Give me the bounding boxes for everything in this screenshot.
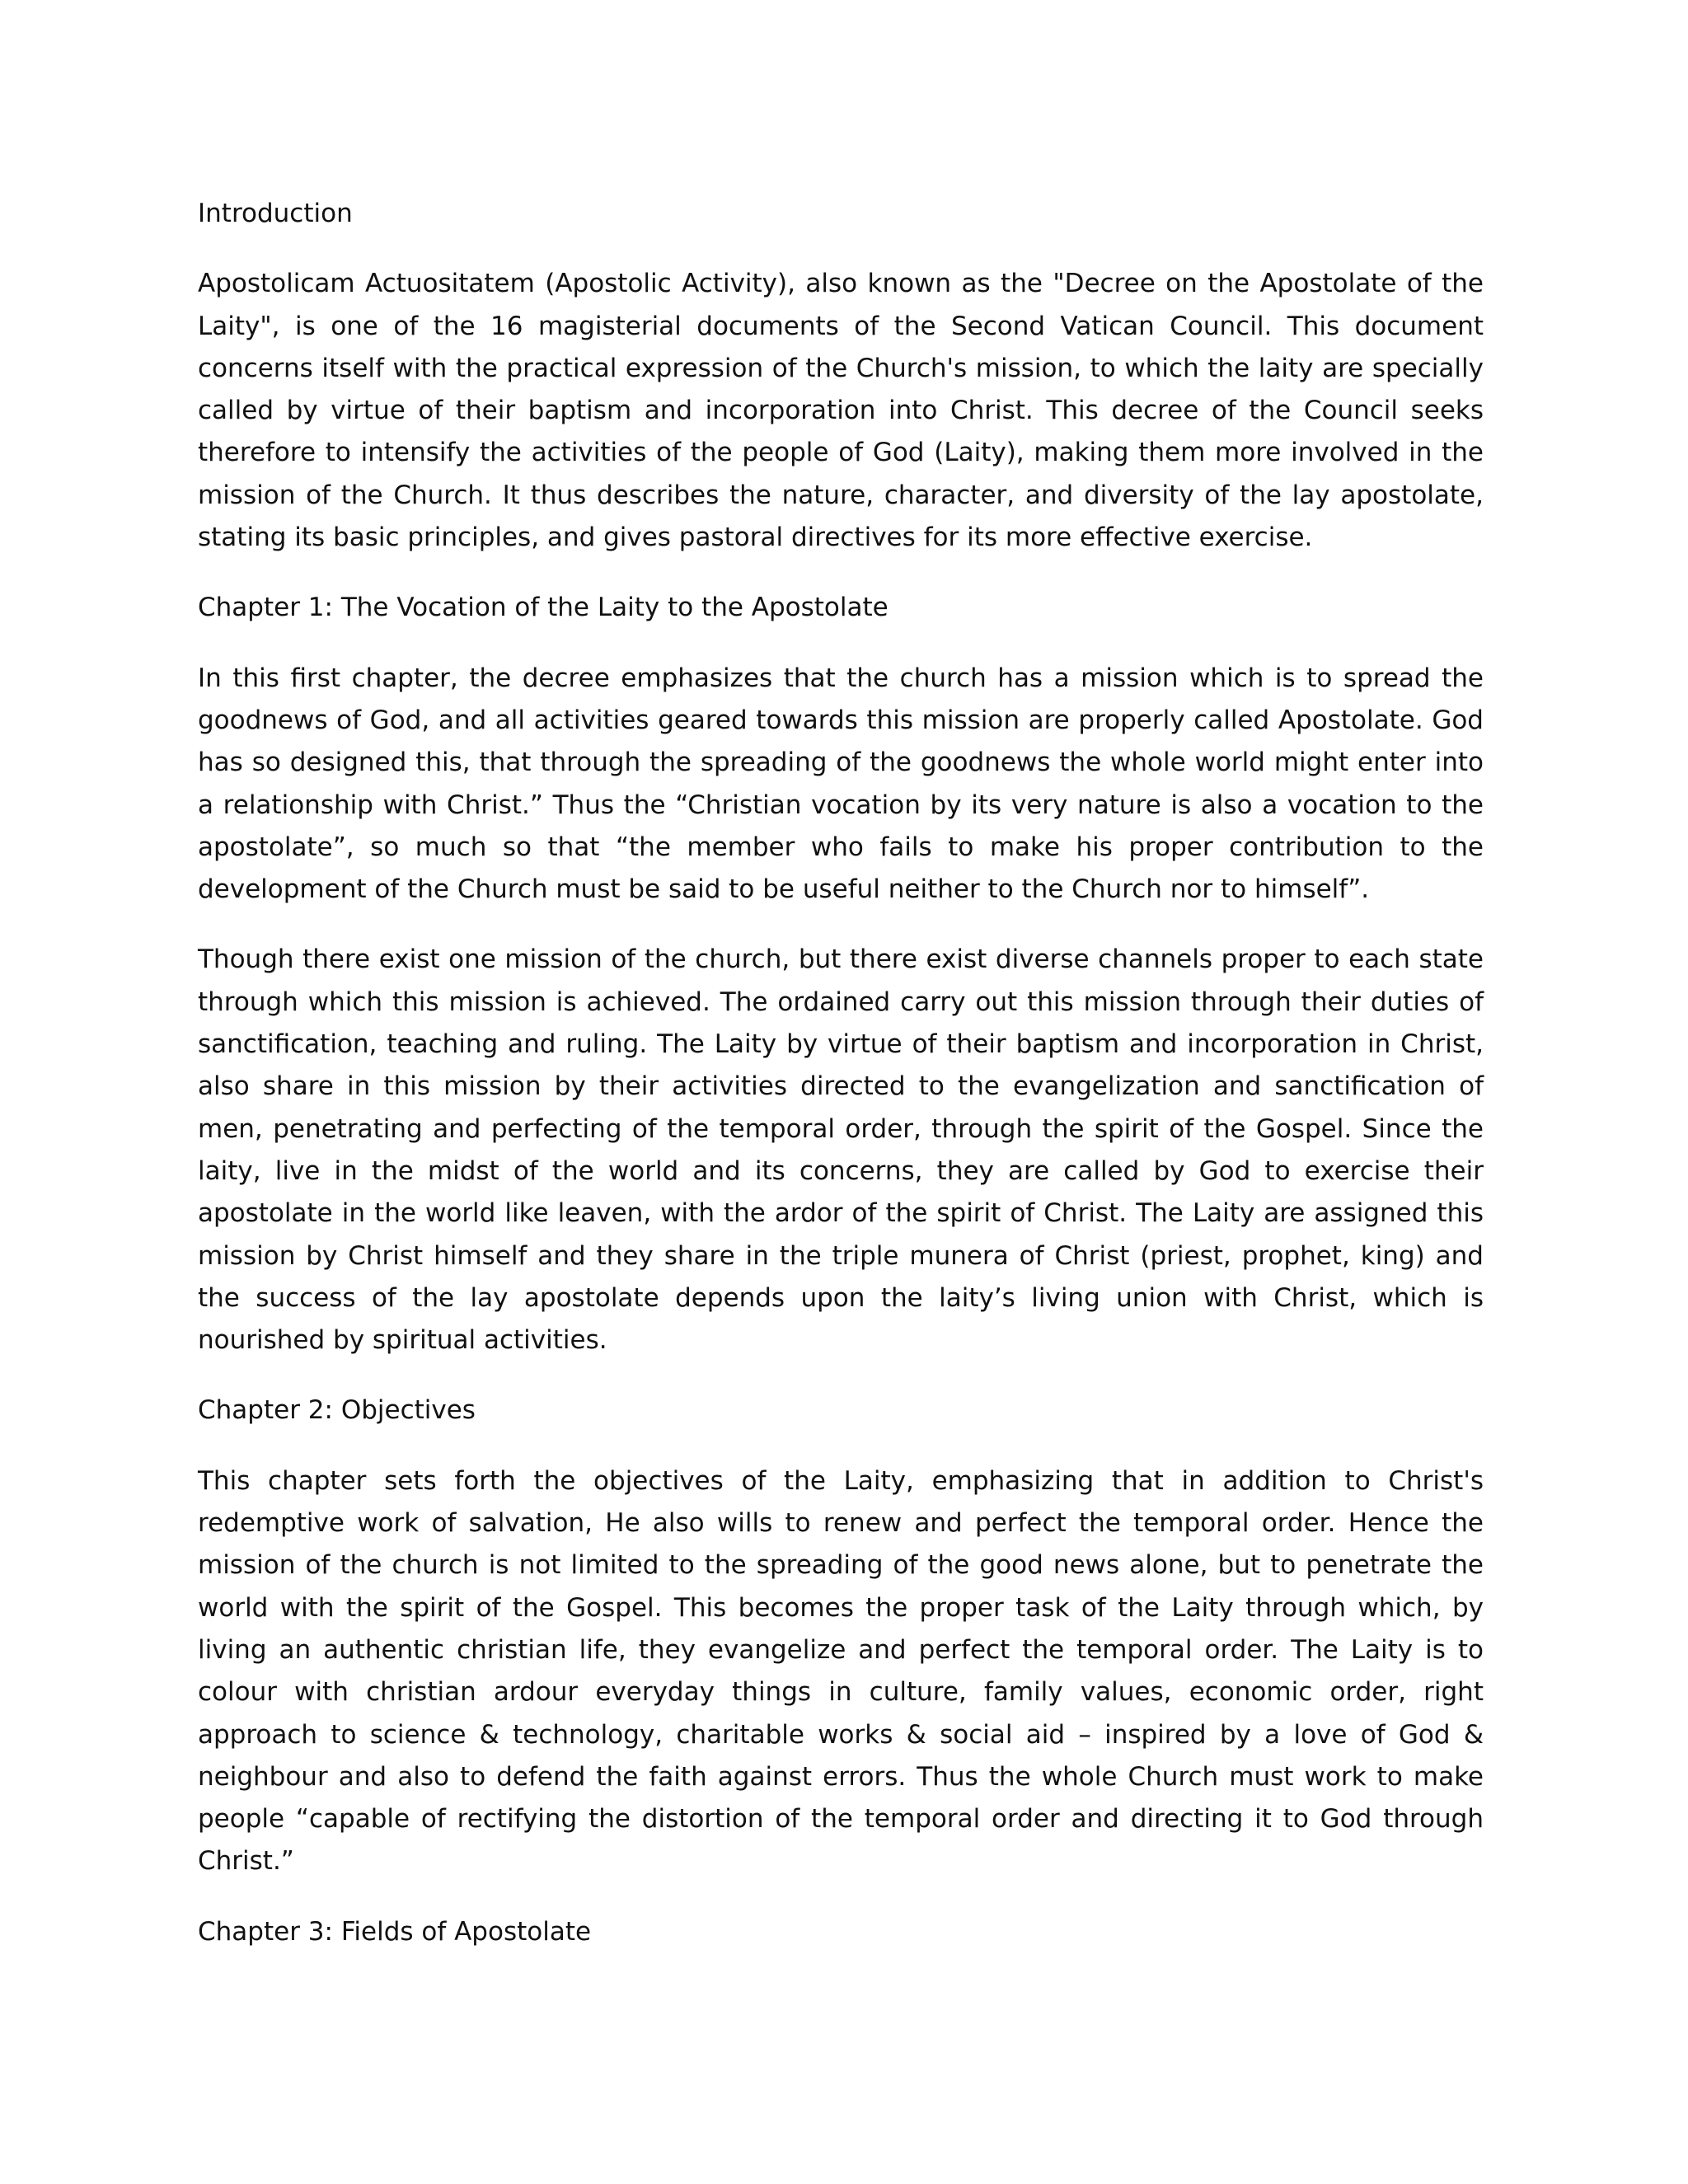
paragraph-chapter-1-a: In this first chapter, the decree emphasizes that the church has a mission which is to spread the goodnews of God, and all activities geared towards this mission are properly called Apostolate. God has so designed this, that through the spreading of the goodnews the whole world might enter into a relationship with Christ.” Thus the “Christian vocation by its very nature is also a vocation to the apostolate”, so much so that “the member who fails to make his proper contribution to the development of the Church must be said to be useful neither to the Church nor to himself”. [198,663,1484,905]
paragraph-chapter-1-b: Though there exist one mission of the church, but there exist diverse channels proper to each state through which this mission is achieved. The ordained carry out this mission through their duties of sanctification, teaching and ruling. The Laity by virtue of their baptism and incorporation in Christ, also share in this mission by their activities directed to the evangelization and sanctification of men, penetrating and perfecting of the temporal order, through the spirit of the Gospel. Since the laity, live in the midst of the world and its concerns, they are called by God to exercise their apostolate in the world like leaven, with the ardor of the spirit of Christ. The Laity are assigned this mission by Christ himself and they share in the triple munera of Christ (priest, prophet, king) and the success of the lay apostolate depends upon the laity’s living union with Christ, which is nourished by spiritual activities. [198,944,1484,1356]
section-heading-chapter-3: Chapter 3: Fields of Apostolate [198,1916,592,1947]
section-heading-introduction: Introduction [198,199,353,228]
section-heading-chapter-1: Chapter 1: The Vocation of the Laity to the Apostolate [198,593,889,623]
section-heading-chapter-2: Chapter 2: Objectives [198,1395,476,1426]
document-body [198,193,1484,1981]
paragraph-introduction: Apostolicam Actuositatem (Apostolic Activity), also known as the "Decree on the Apostolate of the Laity", is one of the 16 magisterial documents of the Second Vatican Council. This document concerns itself with the practical expression of the Church's mission, to which the laity are specially called by virtue of their baptism and incorporation into Christ. This decree of the Council seeks therefore to intensify the activities of the people of God (Laity), making them more involved in the mission of the Church. It thus describes the nature, character, and diversity of the lay apostolate, stating its basic principles, and gives pastoral directives for its more effective exercise. [198,269,1484,553]
paragraph-chapter-2: This chapter sets forth the objectives of the Laity, emphasizing that in addition to Christ's redemptive work of salvation, He also wills to renew and perfect the temporal order. Hence the mission of the church is not limited to the spreading of the good news alone, but to penetrate the world with the spirit of the Gospel. This becomes the proper task of the Laity through which, by living an authentic christian life, they evangelize and perfect the temporal order. The Laity is to colour with christian ardour everyday things in culture, family values, economic order, right approach to science & technology, charitable works & social aid – inspired by a love of God & neighbour and also to defend the faith against errors. Thus the whole Church must work to make people “capable of rectifying the distortion of the temporal order and directing it to God through Christ.” [198,1465,1484,1877]
